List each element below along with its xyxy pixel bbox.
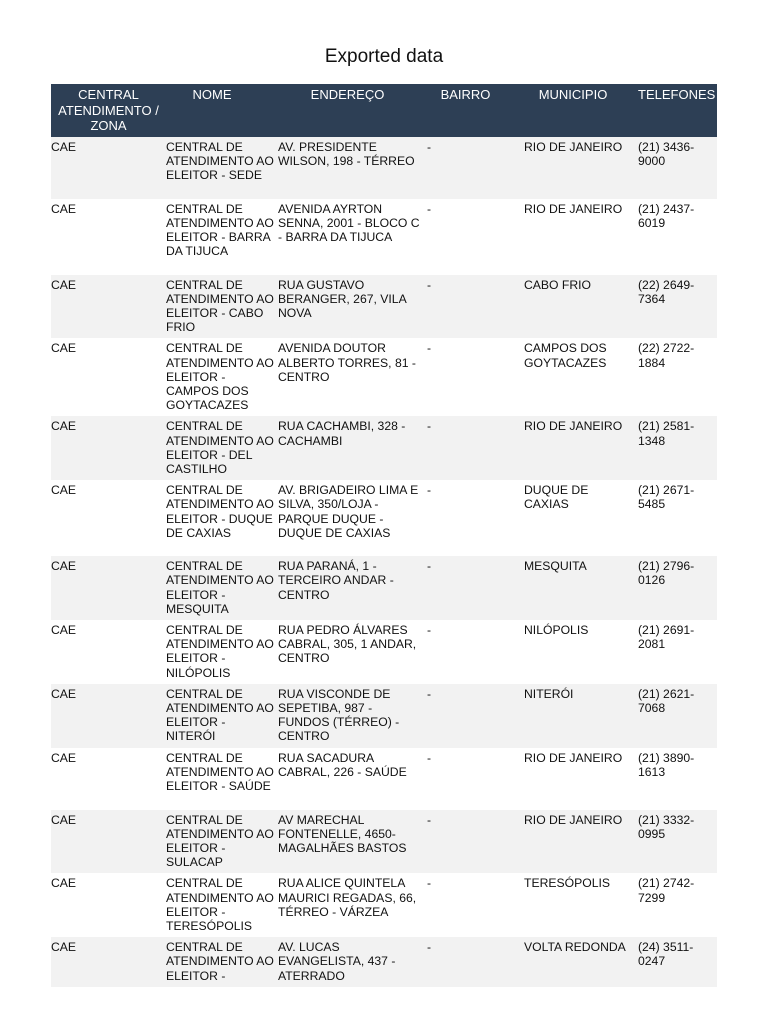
- column-header-zona: CENTRAL ATENDIMENTO / ZONA: [51, 84, 166, 137]
- cell-nome: CENTRAL DE ATENDIMENTO AO ELEITOR - SAÚDE: [166, 748, 278, 810]
- cell-municipio: NITERÓI: [524, 684, 632, 748]
- cell-municipio: RIO DE JANEIRO: [524, 199, 632, 275]
- data-table: [51, 84, 717, 987]
- cell-endereco: RUA CACHAMBI, 328 - CACHAMBI: [278, 416, 427, 480]
- cell-bairro: -: [427, 937, 524, 987]
- column-header-telefones: TELEFONES: [632, 84, 717, 137]
- cell-municipio: RIO DE JANEIRO: [524, 137, 632, 199]
- cell-bairro: -: [427, 199, 524, 275]
- table-row: [51, 620, 717, 684]
- cell-nome: CENTRAL DE ATENDIMENTO AO ELEITOR - BARRA DA TIJUCA: [166, 199, 278, 275]
- table-row: [51, 873, 717, 937]
- table-row: [51, 937, 717, 987]
- cell-endereco: AV. BRIGADEIRO LIMA E SILVA, 350/LOJA - PARQUE DUQUE - DUQUE DE CAXIAS: [278, 480, 427, 556]
- cell-bairro: -: [427, 480, 524, 556]
- cell-telefones: (21) 2437-6019: [632, 199, 717, 275]
- cell-telefones: (21) 2691-2081: [632, 620, 717, 684]
- table-row: [51, 275, 717, 339]
- cell-nome: CENTRAL DE ATENDIMENTO AO ELEITOR - SULACAP: [166, 810, 278, 874]
- cell-telefones: (21) 2621-7068: [632, 684, 717, 748]
- cell-bairro: -: [427, 137, 524, 199]
- cell-telefones: (22) 2649-7364: [632, 275, 717, 339]
- cell-zona: CAE: [51, 556, 166, 620]
- cell-telefones: (22) 2722-1884: [632, 338, 717, 416]
- cell-municipio: RIO DE JANEIRO: [524, 416, 632, 480]
- cell-endereco: AVENIDA AYRTON SENNA, 2001 - BLOCO C - BARRA DA TIJUCA: [278, 199, 427, 275]
- cell-zona: CAE: [51, 416, 166, 480]
- table-row: [51, 137, 717, 199]
- table-row: [51, 684, 717, 748]
- cell-zona: CAE: [51, 199, 166, 275]
- cell-municipio: MESQUITA: [524, 556, 632, 620]
- cell-bairro: -: [427, 748, 524, 810]
- cell-telefones: (21) 2581-1348: [632, 416, 717, 480]
- cell-bairro: -: [427, 338, 524, 416]
- cell-nome: CENTRAL DE ATENDIMENTO AO ELEITOR - SEDE: [166, 137, 278, 199]
- cell-municipio: DUQUE DE CAXIAS: [524, 480, 632, 556]
- cell-municipio: VOLTA REDONDA: [524, 937, 632, 987]
- cell-bairro: -: [427, 810, 524, 874]
- cell-zona: CAE: [51, 338, 166, 416]
- cell-bairro: -: [427, 684, 524, 748]
- table-row: [51, 810, 717, 874]
- cell-endereco: RUA PEDRO ÁLVARES CABRAL, 305, 1 ANDAR, CENTRO: [278, 620, 427, 684]
- cell-endereco: AV MARECHAL FONTENELLE, 4650- MAGALHÃES BASTOS: [278, 810, 427, 874]
- cell-telefones: (21) 3890-1613: [632, 748, 717, 810]
- table-row: [51, 748, 717, 810]
- cell-municipio: RIO DE JANEIRO: [524, 748, 632, 810]
- cell-nome: CENTRAL DE ATENDIMENTO AO ELEITOR - DEL CASTILHO: [166, 416, 278, 480]
- column-header-bairro: BAIRRO: [427, 84, 524, 137]
- cell-nome: CENTRAL DE ATENDIMENTO AO ELEITOR - MESQUITA: [166, 556, 278, 620]
- table-header-row: [51, 84, 717, 137]
- cell-zona: CAE: [51, 684, 166, 748]
- cell-telefones: (21) 2796-0126: [632, 556, 717, 620]
- cell-zona: CAE: [51, 937, 166, 987]
- cell-municipio: TERESÓPOLIS: [524, 873, 632, 937]
- cell-zona: CAE: [51, 620, 166, 684]
- cell-telefones: (21) 2671-5485: [632, 480, 717, 556]
- table-row: [51, 416, 717, 480]
- page-title: Exported data: [324, 46, 444, 67]
- cell-bairro: -: [427, 556, 524, 620]
- cell-telefones: (21) 2742-7299: [632, 873, 717, 937]
- cell-endereco: RUA ALICE QUINTELA MAURICI REGADAS, 66, TÉRREO - VÁRZEA: [278, 873, 427, 937]
- cell-endereco: AV. PRESIDENTE WILSON, 198 - TÉRREO: [278, 137, 427, 199]
- cell-zona: CAE: [51, 873, 166, 937]
- cell-telefones: (21) 3332-0995: [632, 810, 717, 874]
- cell-municipio: NILÓPOLIS: [524, 620, 632, 684]
- cell-telefones: (21) 3436-9000: [632, 137, 717, 199]
- cell-zona: CAE: [51, 480, 166, 556]
- cell-nome: CENTRAL DE ATENDIMENTO AO ELEITOR - CABO FRIO: [166, 275, 278, 339]
- cell-bairro: -: [427, 620, 524, 684]
- cell-zona: CAE: [51, 810, 166, 874]
- cell-zona: CAE: [51, 748, 166, 810]
- cell-bairro: -: [427, 275, 524, 339]
- column-header-endereco: ENDEREÇO: [278, 84, 427, 137]
- cell-nome: CENTRAL DE ATENDIMENTO AO ELEITOR - NITERÓI: [166, 684, 278, 748]
- cell-municipio: CAMPOS DOS GOYTACAZES: [524, 338, 632, 416]
- cell-endereco: RUA PARANÁ, 1 - TERCEIRO ANDAR - CENTRO: [278, 556, 427, 620]
- cell-endereco: RUA GUSTAVO BERANGER, 267, VILA NOVA: [278, 275, 427, 339]
- cell-nome: CENTRAL DE ATENDIMENTO AO ELEITOR - CAMPOS DOS GOYTACAZES: [166, 338, 278, 416]
- cell-telefones: (24) 3511-0247: [632, 937, 717, 987]
- table-row: [51, 199, 717, 275]
- cell-endereco: AV. LUCAS EVANGELISTA, 437 - ATERRADO: [278, 937, 427, 987]
- cell-endereco: RUA SACADURA CABRAL, 226 - SAÚDE: [278, 748, 427, 810]
- column-header-municipio: MUNICIPIO: [524, 84, 632, 137]
- cell-nome: CENTRAL DE ATENDIMENTO AO ELEITOR - NILÓPOLIS: [166, 620, 278, 684]
- cell-nome: CENTRAL DE ATENDIMENTO AO ELEITOR -: [166, 937, 278, 987]
- cell-endereco: AVENIDA DOUTOR ALBERTO TORRES, 81 - CENTRO: [278, 338, 427, 416]
- cell-bairro: -: [427, 873, 524, 937]
- cell-endereco: RUA VISCONDE DE SEPETIBA, 987 - FUNDOS (TÉRREO) - CENTRO: [278, 684, 427, 748]
- column-header-nome: NOME: [166, 84, 278, 137]
- cell-zona: CAE: [51, 137, 166, 199]
- cell-bairro: -: [427, 416, 524, 480]
- cell-nome: CENTRAL DE ATENDIMENTO AO ELEITOR - DUQUE DE CAXIAS: [166, 480, 278, 556]
- cell-zona: CAE: [51, 275, 166, 339]
- cell-municipio: CABO FRIO: [524, 275, 632, 339]
- cell-nome: CENTRAL DE ATENDIMENTO AO ELEITOR - TERESÓPOLIS: [166, 873, 278, 937]
- table-row: [51, 556, 717, 620]
- table-row: [51, 338, 717, 416]
- cell-municipio: RIO DE JANEIRO: [524, 810, 632, 874]
- table-row: [51, 480, 717, 556]
